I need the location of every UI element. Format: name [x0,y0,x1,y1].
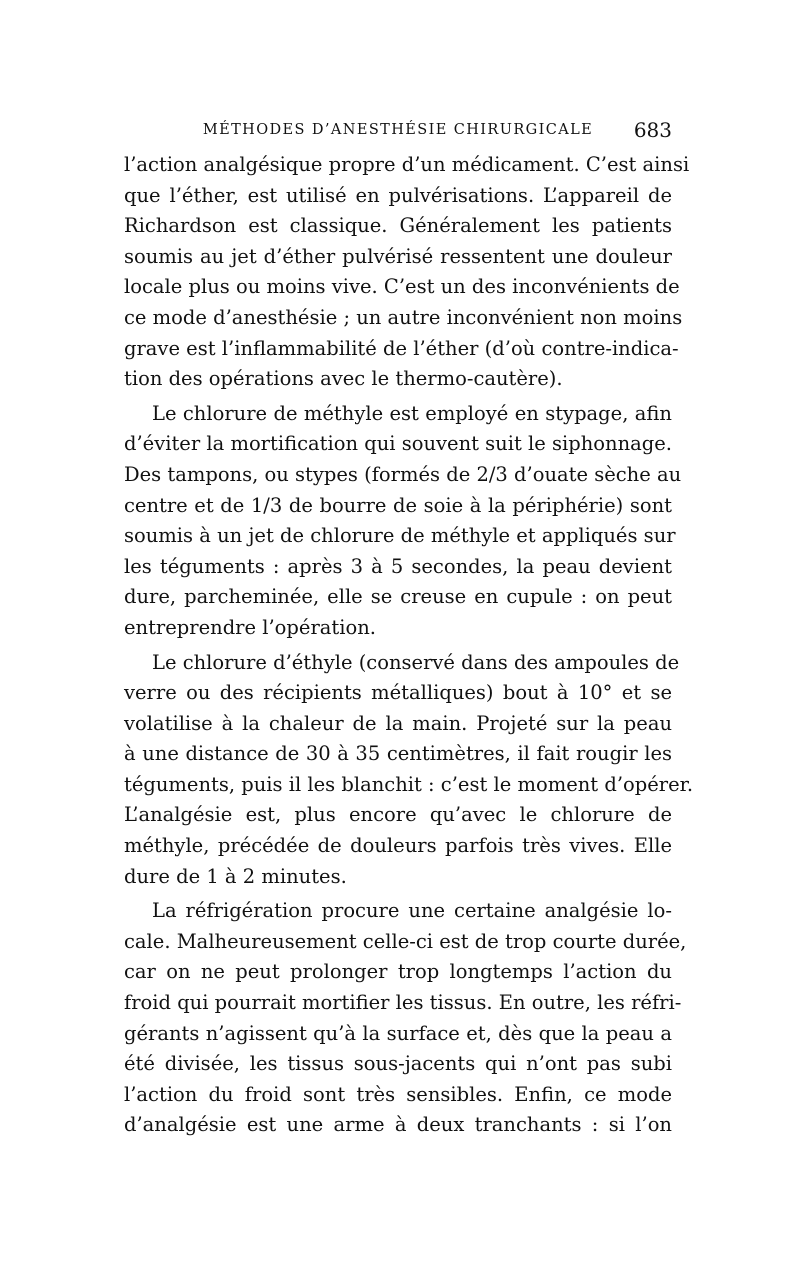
running-head [124,116,672,144]
text-line: car on ne peut prolonger trop longtemps l’action du [124,960,672,984]
text-line: ce mode d’anesthésie ; un autre inconvénient non moins [124,305,683,329]
text-line: l’action du froid sont très sensibles. Enfin, ce mode [124,1082,672,1106]
text-line: tion des opérations avec le thermo-cautère). [124,367,563,391]
text-line: été divisée, les tissus sous-jacents qui n’ont pas subi [124,1052,672,1076]
text-line: grave est l’inflammabilité de l’éther (d’où contre-indica- [124,336,679,360]
text-line: Des tampons, ou stypes (formés de 2/3 d’ouate sèche au [124,462,682,486]
text-line: Le chlorure de méthyle est employé en stypage, afin [152,401,672,425]
text-line: soumis au jet d’éther pulvérisé ressentent une douleur [124,244,672,268]
text-line: centre et de 1/3 de bourre de soie à la périphérie) sont [124,493,672,517]
text-line: à une distance de 30 à 35 centimètres, il fait rougir les [124,742,672,766]
running-title: MÉTHODES D’ANESTHÉSIE CHIRURGICALE [202,122,594,138]
text-line: La réfrigération procure une certaine analgésie lo- [152,899,672,923]
text-line: d’analgésie est une arme à deux tranchants : si l’on [124,1113,672,1137]
text-line: Richardson est classique. Généralement les patients [124,214,672,238]
text-line: dure de 1 à 2 minutes. [124,864,347,888]
text-line: entreprendre l’opération. [124,615,376,639]
paragraph-ether-spray [124,150,690,395]
text-line: l’action analgésique propre d’un médicament. C’est ainsi [124,153,690,176]
text-line: Le chlorure d’éthyle (conservé dans des ampoules de [152,650,680,674]
text-line: locale plus ou moins vive. C’est un des inconvénients de [124,275,680,299]
text-line: d’éviter la mortification qui souvent suit le siphonnage. [124,432,672,456]
text-line: soumis à un jet de chlorure de méthyle et appliqués sur [124,524,676,548]
text-line: L’analgésie est, plus encore qu’avec le chlorure de [124,803,672,827]
text-line: volatilise à la chaleur de la main. Projeté sur la peau [124,711,672,735]
text-line: les téguments : après 3 à 5 secondes, la peau devient [124,554,672,578]
text-line: dure, parcheminée, elle se creuse en cupule : on peut [124,585,672,609]
page-number: 683 [633,118,672,142]
text-line: téguments, puis il les blanchit : c’est le moment d’opérer. [124,772,694,796]
text-line: cale. Malheureusement celle-ci est de trop courte durée, [124,929,687,953]
paragraph-refrigeration [124,896,687,1141]
text-line: gérants n’agissent qu’à la surface et, dès que la peau a [124,1021,672,1045]
text-line: que l’éther, est utilisé en pulvérisations. L’appareil de [124,183,672,207]
paragraph-methyl-chloride [124,399,682,644]
paragraph-ethyl-chloride [124,648,694,893]
text-line: froid qui pourrait mortifier les tissus. En outre, les réfri- [124,991,682,1015]
text-line: méthyle, précédée de douleurs parfois très vives. Elle [124,834,672,858]
body-text [124,150,694,1141]
text-line: verre ou des récipients métalliques) bout à 10° et se [124,681,672,705]
